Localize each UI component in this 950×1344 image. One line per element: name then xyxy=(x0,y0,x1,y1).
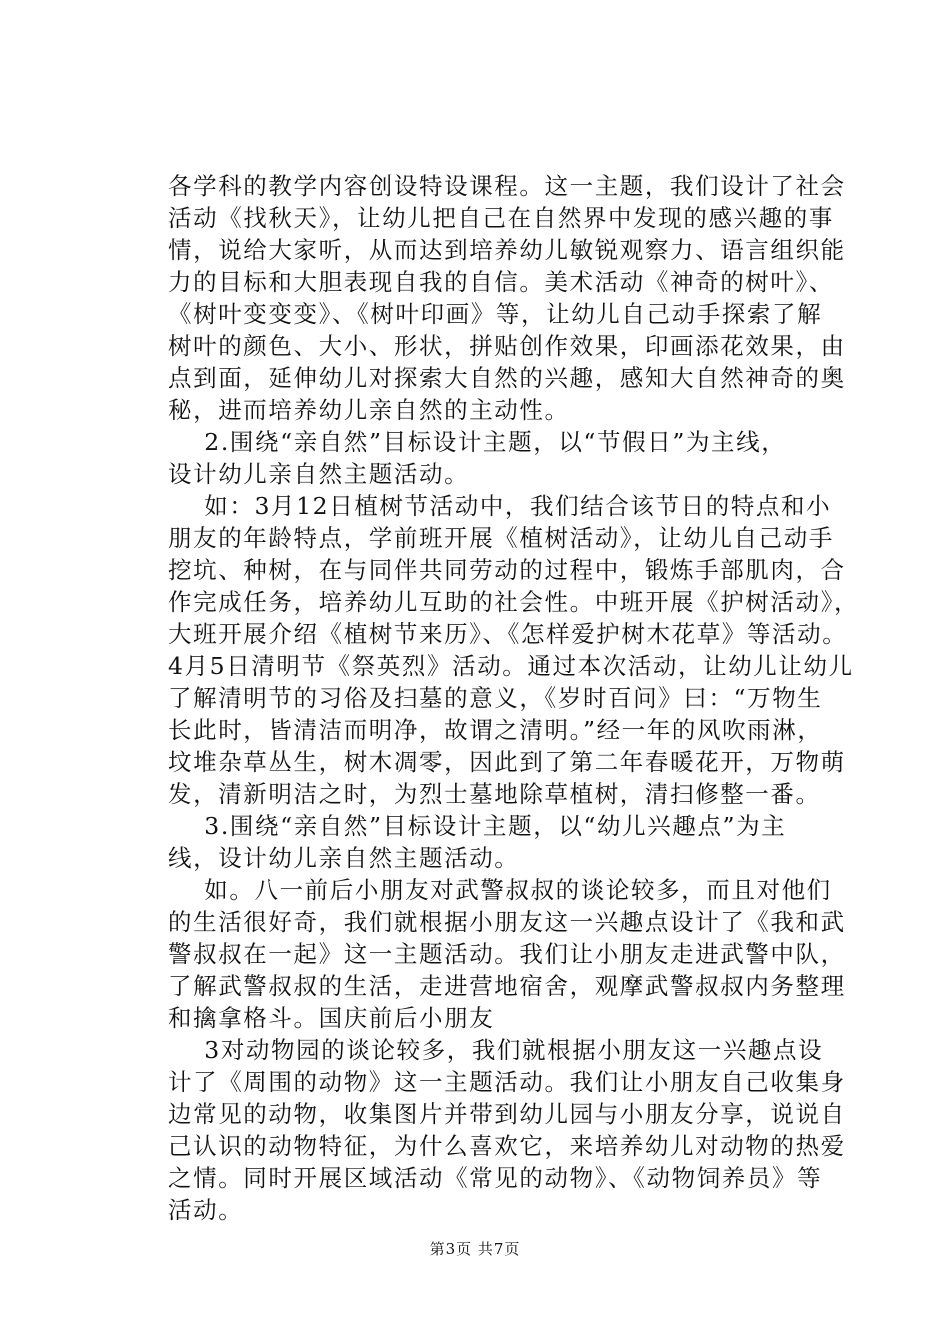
text-line: 各学科的教学内容创设特设课程。这一主题，我们设计了社会 xyxy=(168,172,846,200)
text-line: 设计幼儿亲自然主题活动。 xyxy=(168,460,470,488)
text-line: 己认识的动物特征，为什么喜欢它，来培养幼儿对动物的热爱 xyxy=(168,1132,846,1160)
text-line: 活动《找秋天》，让幼儿把自己在自然界中发现的感兴趣的事 xyxy=(168,204,834,232)
text-line: 情，说给大家听，从而达到培养幼儿敏锐观察力、语言组织能 xyxy=(168,236,846,264)
page-footer: 第3页 共7页 xyxy=(429,1240,521,1258)
text-line: 如。八一前后小朋友对武警叔叔的谈论较多，而且对他们 xyxy=(168,876,832,904)
text-line: 了解清明节的习俗及扫墓的意义，《岁时百问》曰：“万物生 xyxy=(168,684,823,712)
text-line: 作完成任务，培养幼儿互助的社会性。中班开展《护树活动》， xyxy=(168,588,860,616)
text-line: 树叶的颜色、大小、形状，拼贴创作效果，印画添花效果，由 xyxy=(168,332,846,360)
text-line: 和擒拿格斗。国庆前后小朋友 xyxy=(168,1004,495,1032)
text-line: 活动。 xyxy=(168,1196,244,1224)
text-line: 发，清新明洁之时，为烈士墓地除草植树，清扫修整一番。 xyxy=(168,780,821,808)
text-line: 4月5日清明节《祭英烈》活动。通过本次活动，让幼儿让幼儿 xyxy=(168,652,854,680)
text-line: 2.围绕“亲自然”目标设计主题，以“节假日”为主线， xyxy=(168,428,787,456)
text-line: 大班开展介绍《植树节来历》、《怎样爱护树木花草》等活动。 xyxy=(168,620,848,648)
text-line: 挖坑、种树，在与同伴共同劳动的过程中，锻炼手部肌肉，合 xyxy=(168,556,846,584)
text-line: 长此时，皆清洁而明净，故谓之清明。”经一年的风吹雨淋， xyxy=(168,716,823,744)
text-line: 《树叶变变变》、《树叶印画》等，让幼儿自己动手探索了解 xyxy=(168,300,823,328)
text-line: 秘，进而培养幼儿亲自然的主动性。 xyxy=(168,396,570,424)
text-line: 坟堆杂草丛生，树木凋零，因此到了第二年春暖花开，万物萌 xyxy=(168,748,846,776)
text-line: 力的目标和大胆表现自我的自信。美术活动《神奇的树叶》、 xyxy=(168,268,834,296)
text-line: 的生活很好奇，我们就根据小朋友这一兴趣点设计了《我和武 xyxy=(168,908,846,936)
text-line: 边常见的动物，收集图片并带到幼儿园与小朋友分享，说说自 xyxy=(168,1100,846,1128)
text-line: 3对动物园的谈论较多，我们就根据小朋友这一兴趣点设 xyxy=(168,1036,824,1064)
text-line: 了解武警叔叔的生活，走进营地宿舍，观摩武警叔叔内务整理 xyxy=(168,972,846,1000)
text-line: 朋友的年龄特点，学前班开展《植树活动》，让幼儿自己动手 xyxy=(168,524,834,552)
text-line: 3.围绕“亲自然”目标设计主题，以“幼儿兴趣点”为主 xyxy=(168,812,787,840)
text-line: 线，设计幼儿亲自然主题活动。 xyxy=(168,844,520,872)
text-line: 计了《周围的动物》这一主题活动。我们让小朋友自己收集身 xyxy=(168,1068,846,1096)
text-line: 警叔叔在一起》这一主题活动。我们让小朋友走进武警中队， xyxy=(168,940,846,968)
text-line: 如：3月12日植树节活动中，我们结合该节日的特点和小 xyxy=(168,492,832,520)
text-line: 点到面，延伸幼儿对探索大自然的兴趣，感知大自然神奇的奥 xyxy=(168,364,846,392)
text-line: 之情。同时开展区域活动《常见的动物》、《动物饲养员》等 xyxy=(168,1164,823,1192)
